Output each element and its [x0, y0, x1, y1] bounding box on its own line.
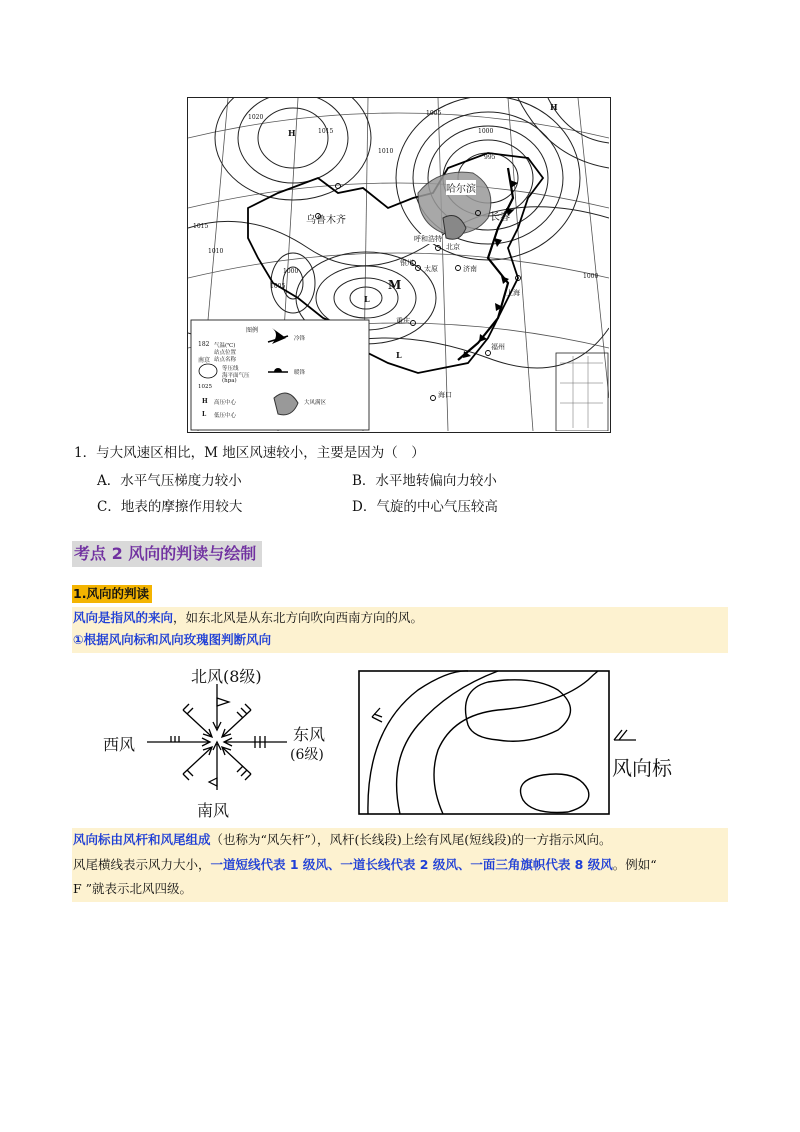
explanation-line-1	[72, 828, 728, 852]
definition-bold: 风向是指风的来向	[73, 610, 174, 625]
map-pressure-label: 1000	[583, 273, 599, 280]
low-center-label: L	[396, 350, 402, 360]
east-wind-label: 东风	[293, 725, 326, 744]
legend-l-symbol: L	[202, 411, 207, 418]
point-m-label: M	[388, 278, 402, 292]
explanation-line-2	[72, 852, 728, 878]
wind-barb-icon	[610, 728, 640, 750]
map-pressure-label: 1020	[248, 114, 264, 121]
legend-sample-value: 1025	[198, 384, 212, 390]
map-pressure-label: 1000	[478, 128, 494, 135]
legend-item: 海平面气压	[222, 373, 250, 379]
explanation-line-3: F ”就表示北风四级。	[73, 881, 193, 896]
explanation-start: 风尾横线表示风力大小，	[73, 857, 211, 872]
section-title: 考点 2 风向的判读与绘制	[72, 541, 262, 567]
option-a: A．水平气压梯度力较小	[97, 473, 242, 489]
question-stem: 1．与大风速区相比，M 地区风速较小，主要是因为（ ）	[74, 445, 425, 461]
option-b: B．水平地转偏向力较小	[352, 473, 497, 489]
map-pressure-label: 1005	[270, 283, 286, 290]
subsection-title: 1.风向的判读	[72, 585, 152, 603]
definition-rest: ，如东北风是从东北方向吹向西南方向的风。	[173, 610, 424, 625]
legend-item: 气温(℃)	[214, 343, 236, 349]
map-pressure-label: 995	[484, 154, 496, 161]
legend-item: 暖锋	[294, 370, 306, 376]
legend-h-symbol: H	[202, 398, 208, 405]
legend-item: 等压线	[222, 366, 239, 372]
map-city: 呼和浩特	[414, 235, 442, 243]
north-wind-label: 北风(8级)	[191, 667, 262, 686]
map-pressure-label: 1010	[378, 148, 394, 155]
legend-item: 冷锋	[294, 336, 306, 342]
wind-flag-label: 风向标	[612, 756, 672, 780]
map-city: 济南	[463, 265, 477, 273]
isoline-figure	[358, 670, 610, 815]
legend-item: (hpa)	[222, 378, 237, 384]
map-city: 福州	[491, 343, 505, 351]
map-pressure-label: 1005	[426, 110, 442, 117]
definition-band	[72, 607, 728, 653]
low-center-label: L	[364, 294, 370, 304]
map-city: 长春	[490, 212, 510, 223]
west-wind-label: 西风	[103, 735, 136, 754]
legend-item: 站点名称	[214, 357, 237, 363]
map-city: 哈尔滨	[446, 180, 476, 195]
map-pressure-label: 1000	[283, 268, 299, 275]
map-pressure-label: 1010	[208, 248, 224, 255]
option-d: D．气旋的中心气压较高	[352, 499, 498, 515]
map-city: 银川	[400, 259, 414, 267]
legend-title: 图例	[246, 327, 259, 334]
explanation-band	[72, 828, 728, 902]
explanation-rest: （也称为“风矢杆”），风杆(长线段)上绘有风尾(短线段)的一方指示风向。	[210, 832, 612, 847]
wind-rose-figure	[95, 662, 345, 822]
high-center-label: H	[550, 102, 558, 112]
explanation-end: 。例如“	[612, 857, 657, 872]
legend-item: 高压中心	[214, 400, 237, 406]
map-city: 海口	[438, 391, 452, 399]
map-city: 北京	[446, 243, 460, 251]
legend-item: 低压中心	[214, 413, 237, 419]
legend-item: 站点位置	[214, 350, 237, 356]
option-c: C．地表的摩擦作用较大	[97, 499, 243, 515]
method-heading: ①根据风向标和风向玫瑰图判断风向	[73, 632, 272, 647]
explanation-bold: 风向标由风杆和风尾组成	[73, 832, 211, 847]
definition-line	[72, 607, 728, 629]
weather-map	[187, 97, 611, 433]
map-city: 乌鲁木齐	[306, 215, 346, 226]
map-city: 上海	[506, 289, 520, 297]
map-city: 重庆	[396, 317, 410, 325]
high-center-label: H	[288, 128, 296, 138]
map-pressure-label: 1015	[318, 128, 334, 135]
explanation-key: 一道短线代表 1 级风、一道长线代表 2 级风、一面三角旗帜代表 8 级风	[210, 857, 613, 872]
east-wind-level: (6级)	[290, 747, 324, 763]
map-pressure-label: 1015	[193, 223, 209, 230]
legend-sample-city: 南京	[198, 357, 211, 364]
south-wind-label: 南风	[197, 801, 230, 820]
legend-sample-temp: 182	[198, 341, 210, 348]
legend-item: 大风满区	[304, 400, 327, 406]
map-city: 太原	[424, 265, 438, 273]
